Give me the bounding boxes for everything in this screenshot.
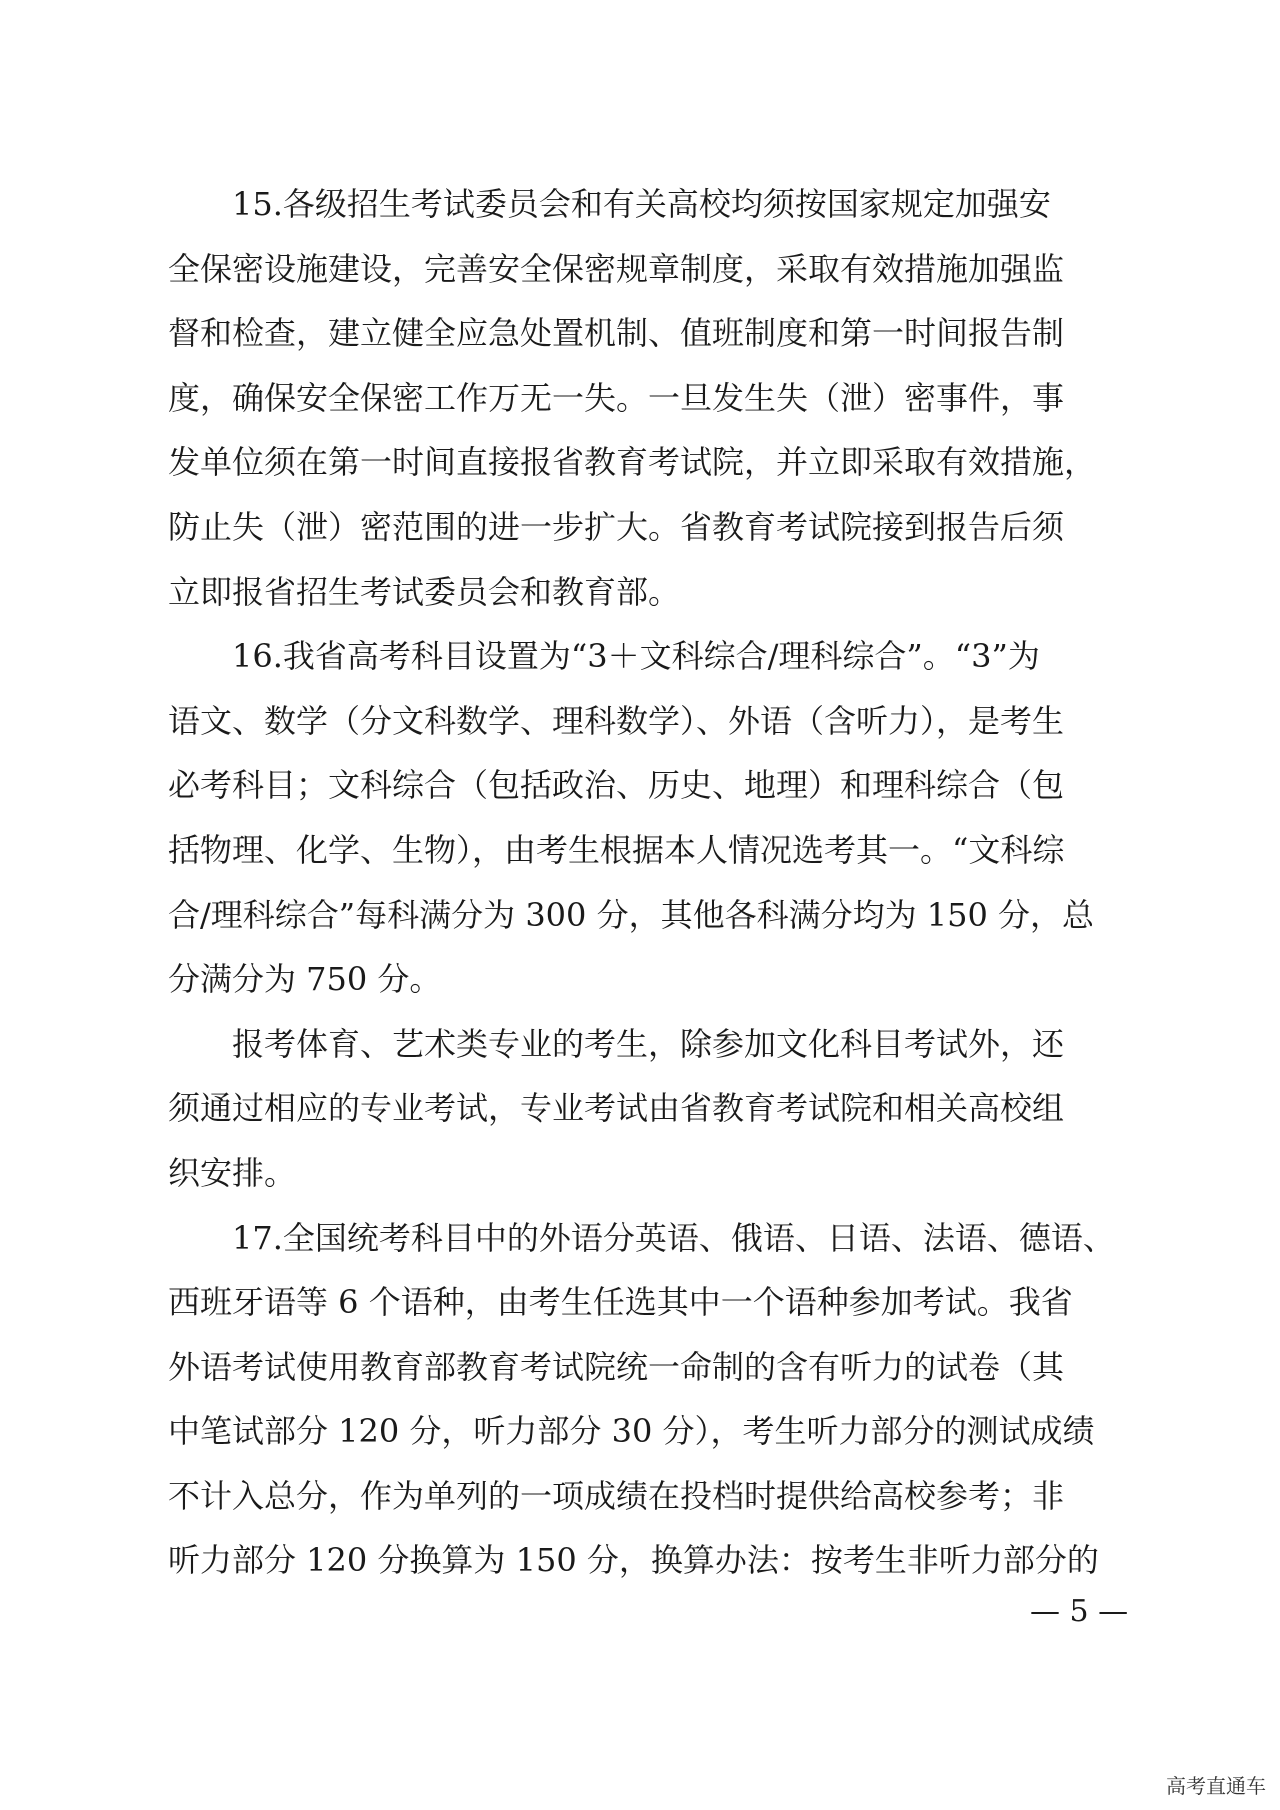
page-number: — 5 —	[1030, 1594, 1129, 1629]
text-line: 立即报省招生考试委员会和教育部。	[168, 572, 681, 611]
text-line: 度，确保安全保密工作万无一失。一旦发生失（泄）密事件，事	[168, 378, 1065, 417]
text-line: 须通过相应的专业考试，专业考试由省教育考试院和相关高校组	[168, 1089, 1065, 1128]
text-line: 西班牙语等 6 个语种，由考生任选其中一个语种参加考试。我省	[168, 1283, 1073, 1322]
text-line: 15.各级招生考试委员会和有关高校均须按国家规定加强安	[232, 185, 1051, 223]
text-line: 发单位须在第一时间直接报省教育考试院，并立即采取有效措施，	[168, 443, 1097, 482]
document-body	[168, 172, 1143, 1593]
text-line: 括物理、化学、生物），由考生根据本人情况选考其一。“文科综	[168, 830, 1065, 869]
text-line: 中笔试部分 120 分，听力部分 30 分），考生听力部分的测试成绩	[168, 1412, 1095, 1451]
text-line: 督和检查，建立健全应急处置机制、值班制度和第一时间报告制	[168, 314, 1065, 353]
text-line: 听力部分 120 分换算为 150 分，换算办法：按考生非听力部分的	[168, 1541, 1099, 1580]
text-line: 报考体育、艺术类专业的考生，除参加文化科目考试外，还	[232, 1024, 1065, 1063]
paragraph-17	[168, 1206, 1143, 1594]
text-line: 防止失（泄）密范围的进一步扩大。省教育考试院接到报告后须	[168, 507, 1065, 546]
paragraph-sports-arts	[168, 1012, 1143, 1206]
text-line: 语文、数学（分文科数学、理科数学）、外语（含听力），是考生	[168, 701, 1065, 740]
text-line: 分满分为 750 分。	[168, 960, 442, 999]
text-line: 全保密设施建设，完善安全保密规章制度，采取有效措施加强监	[168, 249, 1065, 288]
paragraph-16	[168, 624, 1143, 1012]
watermark: 高考直通车	[1166, 1774, 1266, 1798]
text-line: 合/理科综合”每科满分为 300 分，其他各科满分均为 150 分，总	[168, 895, 1094, 934]
text-line: 必考科目；文科综合（包括政治、历史、地理）和理科综合（包	[168, 766, 1065, 805]
text-line: 不计入总分，作为单列的一项成绩在投档时提供给高校参考；非	[168, 1476, 1065, 1515]
text-line: 16.我省高考科目设置为“3＋文科综合/理科综合”。“3”为	[232, 637, 1040, 676]
text-line: 外语考试使用教育部教育考试院统一命制的含有听力的试卷（其	[168, 1347, 1065, 1386]
text-line: 织安排。	[168, 1153, 297, 1192]
paragraph-15	[168, 172, 1143, 624]
text-line: 17.全国统考科目中的外语分英语、俄语、日语、法语、德语、	[232, 1218, 1115, 1257]
